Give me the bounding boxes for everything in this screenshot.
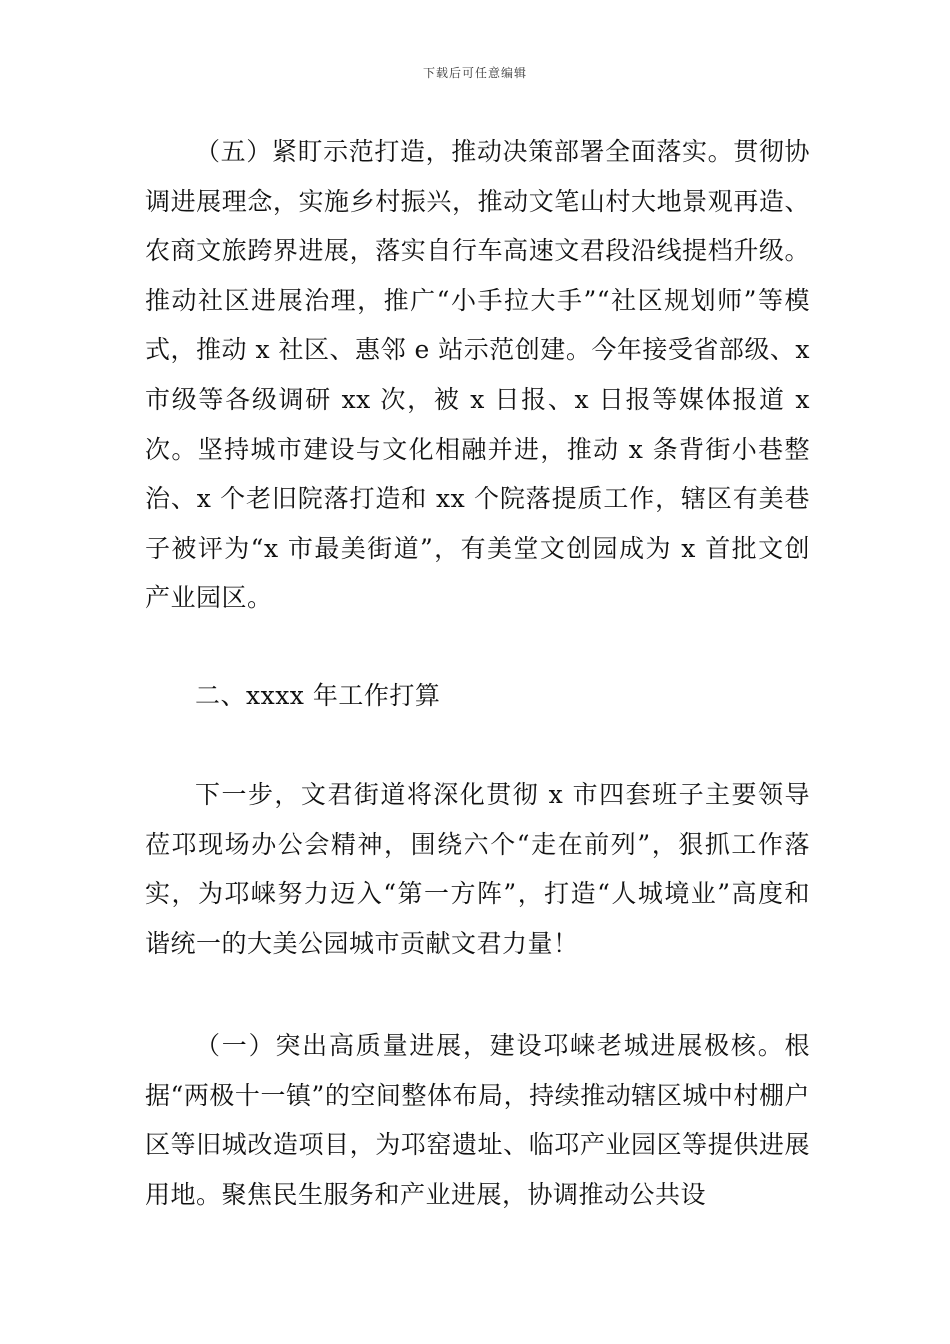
- paragraph-next-steps: 下一步，文君街道将深化贯彻 x 市四套班子主要领导莅邛现场办公会精神，围绕六个“走在前列”，狠抓工作落实，为邛崃努力迈入“第一方阵”，打造“人城境业”高度和谐统一的大美公园城市贡献文君力量！: [145, 780, 810, 958]
- section-heading-plan: 二、xxxx 年工作打算: [195, 681, 441, 710]
- paragraph-section-one: （一）突出高质量进展，建设邛崃老城进展极核。根据“两极十一镇”的空间整体布局，持续推动辖区城中村棚户区等旧城改造项目，为邛窑遗址、临邛产业园区等提供进展用地。聚焦民生服务和产业进展，协调推动公共设: [145, 1031, 810, 1209]
- header-note: 下载后可任意编辑: [422, 66, 527, 80]
- paragraph-section-five: （五）紧盯示范打造，推动决策部署全面落实。贯彻协调进展理念，实施乡村振兴，推动文笔山村大地景观再造、农商文旅跨界进展，落实自行车高速文君段沿线提档升级。推动社区进展治理，推广“小手拉大手”“社区规划师”等模式，推动 x 社区、惠邻 e 站示范创建。今年接受省部级、x 市级等各级调研 xx 次，被 x 日报、x 日报等媒体报道 x 次。坚持城市建设与文化相融并进，推动 x 条背街小巷整治、x 个老旧院落打造和 xx 个院落提质工作，辖区有美巷子被评为“x 市最美街道”，有美堂文创园成为 x 首批文创产业园区。: [145, 137, 810, 613]
